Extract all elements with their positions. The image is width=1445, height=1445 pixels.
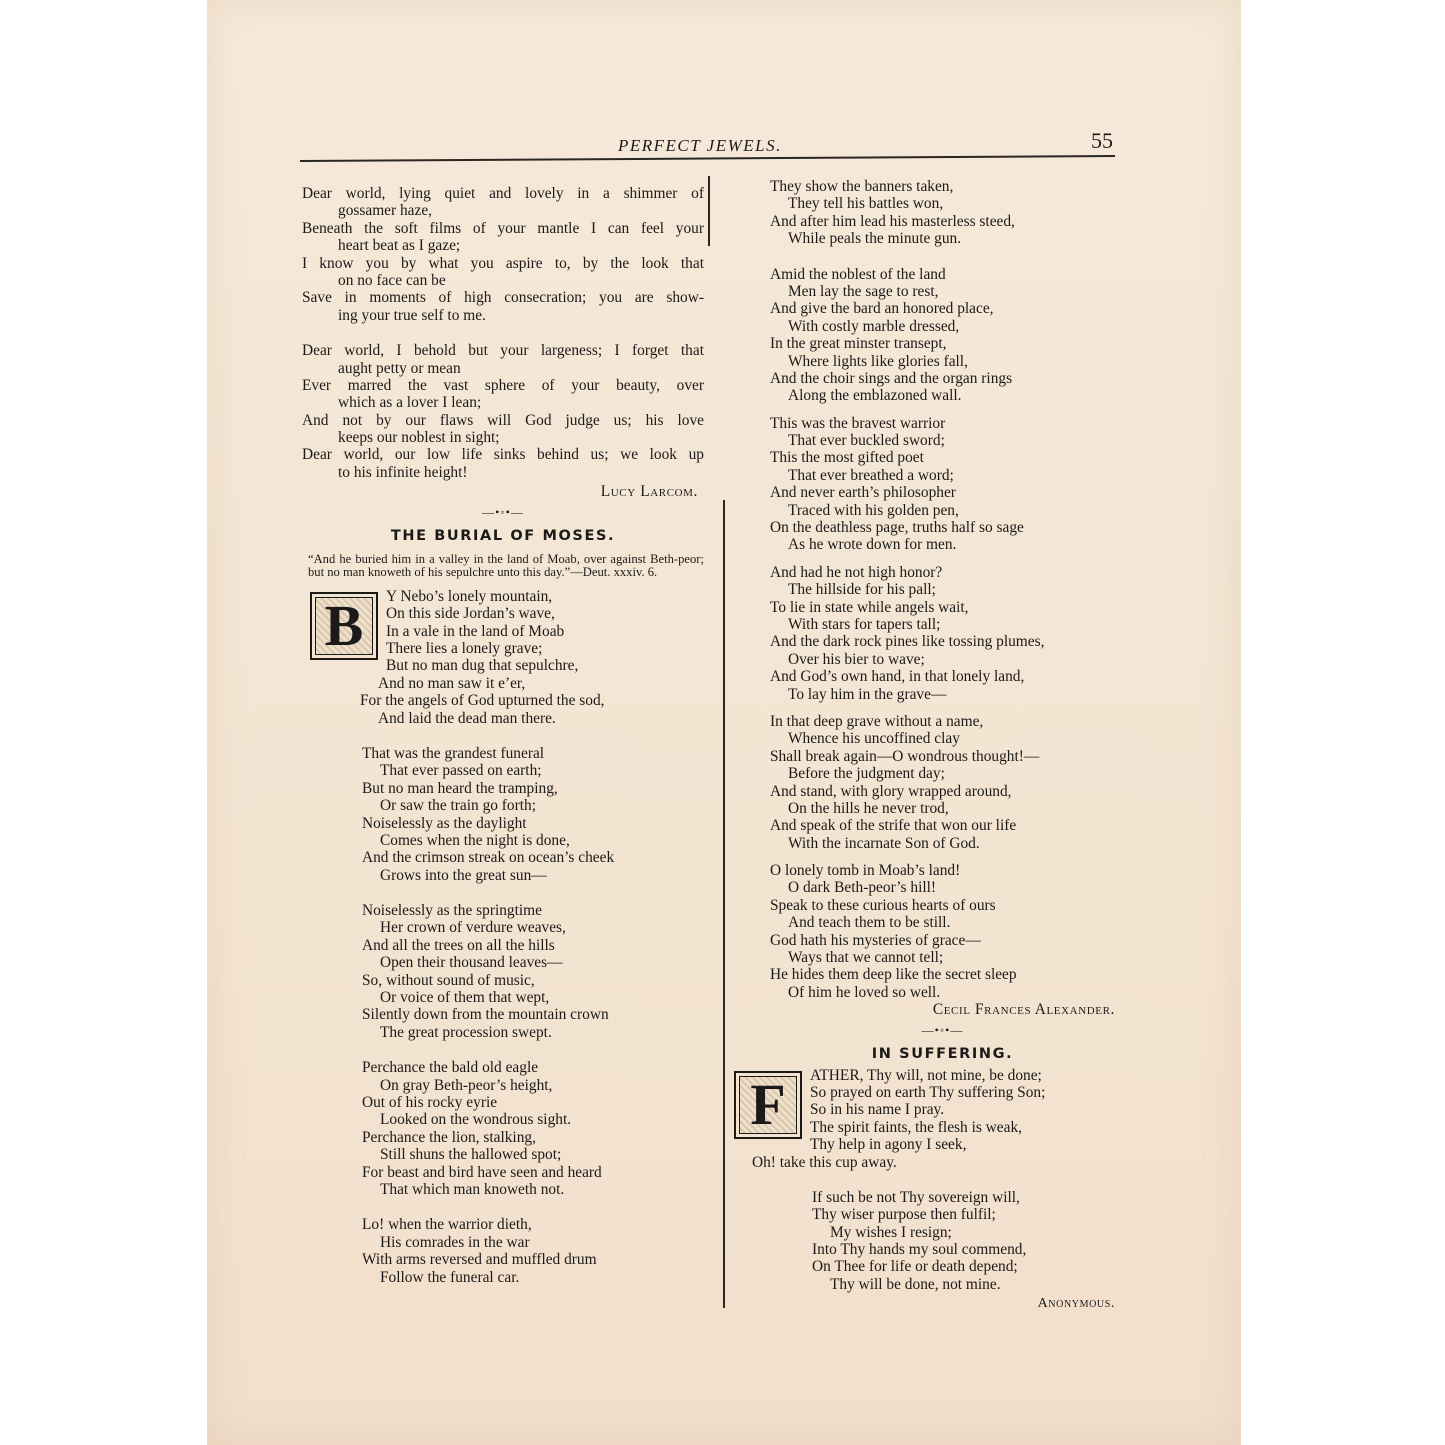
verse-line: Ways that we cannot tell; xyxy=(788,949,944,967)
verse-line: Of him he loved so well. xyxy=(788,983,941,1001)
left-column xyxy=(302,185,704,1286)
verse-line: Out of his rocky eyrie xyxy=(362,1093,498,1111)
verse-line: That which man knoweth not. xyxy=(380,1180,565,1198)
verse-line: The hillside for his pall; xyxy=(788,581,936,599)
poem-title: IN SUFFERING. xyxy=(871,1045,1014,1062)
verse-line: Or saw the train go forth; xyxy=(380,797,537,815)
poem-author: Anonymous. xyxy=(1037,1296,1115,1312)
verse-line: And the dark rock pines like tossing plumes, xyxy=(770,633,1045,651)
poem-burial-of-moses-continued xyxy=(770,178,1115,1019)
running-header-title: PERFECT JEWELS. xyxy=(618,136,782,155)
verse-line: And the choir sings and the organ rings xyxy=(770,369,1013,387)
verse-line: Comes when the night is done, xyxy=(380,831,570,849)
verse-line: God hath his mysteries of grace— xyxy=(770,931,981,949)
verse-line: This was the bravest warrior xyxy=(770,414,946,432)
verse-line: Or voice of them that wept, xyxy=(380,989,550,1007)
verse-line: Dear world, our low life sinks behind us; we look up xyxy=(302,446,704,464)
verse-line: And laid the dead man there. xyxy=(378,709,556,727)
verse-line: And speak of the strife that won our life xyxy=(770,817,1017,835)
verse-line: Ever marred the vast sphere of your beauty, over xyxy=(302,376,704,394)
verse-line: In the great minster transept, xyxy=(770,335,947,353)
column-divider-upper xyxy=(708,176,710,246)
verse-line: Silently down from the mountain crown xyxy=(362,1006,609,1024)
verse-line: Beneath the soft films of your mantle I can feel your xyxy=(302,219,704,237)
verse-line: For the angels of God upturned the sod, xyxy=(360,692,605,710)
verse-line: With stars for tapers tall; xyxy=(788,615,941,633)
verse-line: So prayed on earth Thy suffering Son; xyxy=(810,1083,1046,1101)
verse-line: But no man heard the tramping, xyxy=(362,779,558,797)
column-divider-lower xyxy=(723,500,725,1308)
verse-line: My wishes I resign; xyxy=(830,1223,952,1241)
verse-line: Looked on the wondrous sight. xyxy=(380,1111,572,1129)
verse-line: That ever buckled sword; xyxy=(788,432,945,450)
verse-line: Into Thy hands my soul commend, xyxy=(812,1241,1027,1259)
verse-line: He hides them deep like the secret sleep xyxy=(770,966,1017,984)
verse-line: And the crimson streak on ocean’s cheek xyxy=(362,849,615,867)
verse-line: This the most gifted poet xyxy=(770,449,924,467)
verse-line: So in his name I pray. xyxy=(810,1101,945,1119)
verse-line: In a vale in the land of Moab xyxy=(386,622,565,640)
poem-burial-of-moses xyxy=(302,588,704,1286)
verse-line: And not by our flaws will God judge us; his love xyxy=(302,411,704,429)
verse-line: With costly marble dressed, xyxy=(788,317,960,335)
illuminated-dropcap: F xyxy=(734,1071,802,1139)
verse-line: With the incarnate Son of God. xyxy=(788,834,980,852)
page-number: 55 xyxy=(1091,128,1113,153)
verse-line: If such be not Thy sovereign will, xyxy=(812,1188,1020,1206)
verse-line: Where lights like glories fall, xyxy=(788,352,968,370)
verse-line: Her crown of verdure weaves, xyxy=(380,919,566,937)
verse-line: As he wrote down for men. xyxy=(788,536,957,554)
verse-line: ATHER, Thy will, not mine, be done; xyxy=(810,1066,1042,1084)
verse-line: O dark Beth-peor’s hill! xyxy=(788,879,937,897)
verse-line: Still shuns the hallowed spot; xyxy=(380,1146,562,1164)
poem-author: Cecil Frances Alexander. xyxy=(932,1001,1115,1019)
illuminated-dropcap: B xyxy=(310,592,378,660)
verse-line: Thy wiser purpose then fulfil; xyxy=(812,1206,996,1224)
verse-line: There lies a lonely grave; xyxy=(386,640,543,657)
poem-in-suffering xyxy=(734,1067,1115,1313)
verse-line: On this side Jordan’s wave, xyxy=(386,605,555,623)
verse-line: Follow the funeral car. xyxy=(380,1268,520,1286)
verse-line: Oh! take this cup away. xyxy=(752,1153,897,1171)
right-column xyxy=(750,178,1115,1313)
verse-line: So, without sound of music, xyxy=(362,971,535,989)
poem-author: Lucy Larcom. xyxy=(600,483,698,501)
verse-line: Over his bier to wave; xyxy=(788,650,925,668)
verse-line: But no man dug that sepulchre, xyxy=(386,657,579,675)
verse-line: And no man saw it e’er, xyxy=(378,674,526,692)
verse-line: They tell his battles won, xyxy=(788,195,944,213)
verse-line: Open their thousand leaves— xyxy=(380,954,563,972)
verse-line: I know you by what you aspire to, by the look that xyxy=(302,254,704,272)
verse-line: O lonely tomb in Moab’s land! xyxy=(770,862,961,880)
poem-epigraph: “And he buried him in a valley in the land of Moab, over against Beth-peor; but no man knoweth of his sepulchre unto this day.”—Deut. xxxiv. 6. xyxy=(308,551,704,580)
verse-line: On gray Beth-peor’s height, xyxy=(380,1076,553,1094)
verse-line: The great procession swept. xyxy=(380,1023,552,1041)
verse-line: Men lay the sage to rest, xyxy=(788,282,939,300)
verse-line: The spirit faints, the flesh is weak, xyxy=(810,1118,1022,1136)
verse-line: On the deathless page, truths half so sage xyxy=(770,519,1024,537)
verse-line: Thy help in agony I seek, xyxy=(810,1136,967,1154)
verse-line: For beast and bird have seen and heard xyxy=(362,1163,602,1181)
verse-line: Noiselessly as the springtime xyxy=(362,902,542,920)
verse-line: Dear world, I behold but your largeness; I forget that xyxy=(302,342,704,360)
verse-line: Save in moments of high consecration; you are show- xyxy=(302,289,704,307)
verse-line: That ever passed on earth; xyxy=(380,762,542,780)
verse-line: While peals the minute gun. xyxy=(788,230,962,248)
verse-line: Perchance the lion, stalking, xyxy=(362,1128,536,1146)
verse-line: Shall break again—O wondrous thought!— xyxy=(770,747,1040,765)
verse-line: Before the judgment day; xyxy=(788,765,945,783)
verse-line: Amid the noblest of the land xyxy=(770,265,946,283)
verse-line: gossamer haze, xyxy=(338,202,433,220)
verse-line: And never earth’s philosopher xyxy=(770,484,956,502)
verse-line: His comrades in the war xyxy=(380,1233,530,1251)
verse-line: Perchance the bald old eagle xyxy=(362,1059,539,1077)
verse-line: Thy will be done, not mine. xyxy=(830,1275,1001,1293)
verse-line: Noiselessly as the daylight xyxy=(362,814,527,832)
verse-line: keeps our noblest in sight; xyxy=(338,429,500,447)
verse-line: And stand, with glory wrapped around, xyxy=(770,782,1012,800)
verse-line: In that deep grave without a name, xyxy=(770,712,984,730)
verse-line: That was the grandest funeral xyxy=(362,744,545,762)
verse-line: Dear world, lying quiet and lovely in a shimmer of xyxy=(302,185,704,202)
section-ornament: —•◦•— xyxy=(921,1022,964,1037)
verse-line: on no face can be xyxy=(338,271,446,289)
verse-line: They show the banners taken, xyxy=(770,178,954,195)
verse-line: Y Nebo’s lonely mountain, xyxy=(386,587,553,605)
verse-line: Whence his uncoffined clay xyxy=(788,730,960,748)
verse-line: To lay him in the grave— xyxy=(788,685,947,703)
section-ornament: —•◦•— xyxy=(482,504,524,519)
verse-line: With arms reversed and muffled drum xyxy=(362,1251,597,1269)
verse-line: Traced with his golden pen, xyxy=(788,501,959,519)
verse-line: To lie in state while angels wait, xyxy=(770,598,969,616)
verse-line: And all the trees on all the hills xyxy=(362,936,555,954)
verse-line: Grows into the great sun— xyxy=(380,866,547,884)
verse-line: And had he not high honor? xyxy=(770,563,943,581)
poem-dear-world xyxy=(302,185,704,501)
verse-line: That ever breathed a word; xyxy=(788,466,954,484)
verse-line: which as a lover I lean; xyxy=(338,394,482,412)
verse-line: And give the bard an honored place, xyxy=(770,300,994,318)
verse-line: Along the emblazoned wall. xyxy=(788,387,962,405)
verse-line: aught petty or mean xyxy=(338,359,461,377)
verse-line: heart beat as I gaze; xyxy=(338,237,461,255)
verse-line: ing your true self to me. xyxy=(338,306,486,324)
verse-line: to his infinite height! xyxy=(338,463,468,481)
verse-line: And God’s own hand, in that lonely land, xyxy=(770,668,1025,686)
verse-line: Lo! when the warrior dieth, xyxy=(362,1216,532,1234)
verse-line: On the hills he never trod, xyxy=(788,799,949,817)
verse-line: And teach them to be still. xyxy=(788,914,951,932)
verse-line: Speak to these curious hearts of ours xyxy=(770,896,996,914)
verse-line: And after him lead his masterless steed, xyxy=(770,212,1015,230)
verse-line: On Thee for life or death depend; xyxy=(812,1258,1018,1276)
poem-title: THE BURIAL OF MOSES. xyxy=(390,527,616,544)
